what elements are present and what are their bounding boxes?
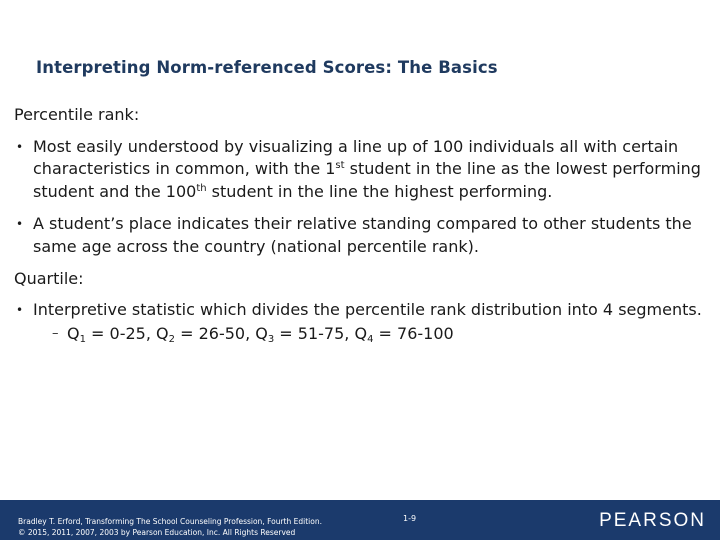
q3-label: Q <box>255 324 268 343</box>
bullet-dot-icon: • <box>16 217 24 231</box>
q4-value: = 76-100 <box>373 324 454 343</box>
pearson-logo: PEARSON <box>599 510 706 531</box>
bullet2-text: A student’s place indicates their relative standing compared to other students the same age across the country (national percentile rank). <box>33 214 692 256</box>
bullet-dot-icon: • <box>16 139 24 154</box>
q4-subscript: 4 <box>367 334 374 345</box>
page-number: 1-9 <box>403 514 417 523</box>
slide-content <box>14 104 704 356</box>
q3-subscript: 3 <box>267 334 275 345</box>
bullet1-sup-st: st <box>335 160 345 171</box>
quartile-heading: Quartile: <box>14 269 84 288</box>
bullet1-text-3: student in the line the highest performing. <box>206 181 553 201</box>
bullet1-text-2: student in the line as the lowest performing student and the 100 <box>33 159 701 201</box>
bullet-quartile-definition <box>14 299 704 346</box>
footer-credit <box>18 516 322 538</box>
bullet3-text: Interpretive statistic which divides the percentile rank distribution into 4 segments. <box>33 299 702 319</box>
slide-title: Interpreting Norm-referenced Scores: The Basics <box>36 58 498 77</box>
percentile-heading: Percentile rank: <box>14 105 140 124</box>
q4-label: Q <box>354 324 368 343</box>
bullet1-text-1: Most easily understood by visualizing a line up of 100 individuals all with certain characteristics in common, with the 1 <box>33 136 679 178</box>
credit-line-1: Bradley T. Erford, Transforming The School Counseling Profession, Fourth Edition. <box>18 517 322 526</box>
bullet-dot-icon: • <box>16 302 24 317</box>
bullet-relative-standing <box>14 213 704 258</box>
q1-value: = 0-25, <box>85 324 157 343</box>
bullet1-sup-th: th <box>196 182 207 194</box>
credit-line-2: © 2015, 2011, 2007, 2003 by Pearson Education, Inc. All Rights Reserved <box>18 528 296 537</box>
sub-bullet-quartile-ranges <box>33 323 704 346</box>
q2-label: Q <box>156 324 169 343</box>
bullet-percentile-visualize <box>14 136 704 204</box>
q1-subscript: 1 <box>79 334 86 345</box>
footer-bar <box>0 500 720 540</box>
q2-subscript: 2 <box>168 334 175 345</box>
dash-icon: – <box>52 326 59 341</box>
q3-value: = 51-75, <box>274 324 355 343</box>
q1-label: Q <box>67 324 80 343</box>
q2-value: = 26-50, <box>175 324 256 343</box>
